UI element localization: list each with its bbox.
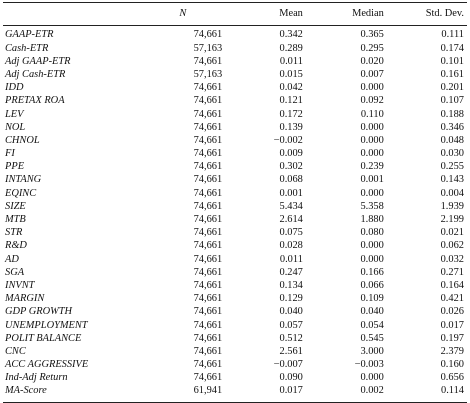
cell-mean: 0.139 xyxy=(279,121,303,133)
cell-variable: ACC AGGRESSIVE xyxy=(5,359,89,371)
table-row xyxy=(3,266,467,279)
cell-std-dev: 0.201 xyxy=(440,82,464,94)
cell-mean: 2.561 xyxy=(279,345,303,357)
cell-n: 74,661 xyxy=(193,345,223,357)
table-row xyxy=(3,332,467,345)
cell-median: 1.880 xyxy=(360,214,384,226)
table-row xyxy=(3,26,467,43)
table-row xyxy=(3,42,467,55)
cell-variable: MA-Score xyxy=(5,385,47,397)
cell-variable: PRETAX ROA xyxy=(5,95,65,107)
cell-n: 74,661 xyxy=(193,148,223,160)
table-row xyxy=(3,135,467,148)
descriptive-statistics-table xyxy=(3,2,467,403)
cell-std-dev: 2.379 xyxy=(440,345,464,357)
cell-mean: 5.434 xyxy=(279,200,303,212)
cell-variable: Adj GAAP-ETR xyxy=(5,55,71,67)
table-row xyxy=(3,359,467,372)
cell-median: 0.000 xyxy=(360,148,384,160)
cell-std-dev: 0.114 xyxy=(441,385,464,397)
cell-median: 0.110 xyxy=(360,108,384,120)
cell-mean: −0.007 xyxy=(273,359,303,371)
cell-n: 74,661 xyxy=(193,95,223,107)
cell-mean: 0.028 xyxy=(279,240,303,252)
cell-median: 0.000 xyxy=(360,240,384,252)
cell-median: 0.020 xyxy=(360,55,384,67)
cell-mean: 0.172 xyxy=(279,108,303,120)
cell-variable: GAAP-ETR xyxy=(5,29,54,41)
table-row xyxy=(3,280,467,293)
cell-n: 74,661 xyxy=(193,55,223,67)
cell-variable: UNEMPLOYMENT xyxy=(5,319,88,331)
cell-n: 74,661 xyxy=(193,372,223,384)
cell-std-dev: 0.143 xyxy=(440,174,464,186)
cell-variable: STR xyxy=(5,227,23,239)
cell-mean: 0.068 xyxy=(279,174,303,186)
cell-n: 74,661 xyxy=(193,332,223,344)
header-variable xyxy=(3,3,122,26)
table-row xyxy=(3,187,467,200)
table-row xyxy=(3,293,467,306)
cell-n: 74,661 xyxy=(193,161,223,173)
cell-variable: GDP GROWTH xyxy=(5,306,73,318)
header-n: N xyxy=(179,7,187,19)
cell-variable: LEV xyxy=(5,108,24,120)
table-header xyxy=(3,3,467,26)
cell-median: 0.000 xyxy=(360,187,384,199)
table-row xyxy=(3,174,467,187)
cell-variable: EQINC xyxy=(5,187,37,199)
cell-std-dev: 0.111 xyxy=(441,29,464,41)
cell-median: 0.000 xyxy=(360,134,384,146)
cell-mean: 0.001 xyxy=(279,187,303,199)
cell-variable: Adj Cash-ETR xyxy=(5,68,66,80)
cell-mean: 0.247 xyxy=(279,266,303,278)
cell-n: 74,661 xyxy=(193,108,223,120)
cell-n: 74,661 xyxy=(193,200,223,212)
header-median: Median xyxy=(352,7,384,19)
cell-std-dev: 0.017 xyxy=(440,319,464,331)
cell-variable: FI xyxy=(5,148,15,160)
cell-mean: 0.011 xyxy=(279,253,303,265)
table-row xyxy=(3,108,467,121)
cell-variable: SGA xyxy=(5,266,25,278)
cell-median: 0.365 xyxy=(360,29,384,41)
cell-mean: 2.614 xyxy=(279,214,303,226)
cell-std-dev: 0.656 xyxy=(440,372,464,384)
cell-mean: −0.002 xyxy=(273,134,303,146)
cell-median: 0.000 xyxy=(360,121,384,133)
cell-median: 0.002 xyxy=(360,385,384,397)
table-row xyxy=(3,306,467,319)
cell-n: 74,661 xyxy=(193,319,223,331)
cell-std-dev: 1.939 xyxy=(440,200,464,212)
table-row xyxy=(3,240,467,253)
cell-std-dev: 0.021 xyxy=(440,227,464,239)
cell-variable: POLIT BALANCE xyxy=(5,332,82,344)
table-row xyxy=(3,161,467,174)
cell-variable: Ind-Adj Return xyxy=(5,372,68,384)
table-row xyxy=(3,385,467,403)
cell-variable: SIZE xyxy=(5,200,26,212)
cell-median: 0.007 xyxy=(360,68,384,80)
table-row xyxy=(3,319,467,332)
cell-median: 0.166 xyxy=(360,266,384,278)
cell-median: 3.000 xyxy=(360,345,384,357)
cell-variable: PPE xyxy=(5,161,25,173)
cell-n: 74,661 xyxy=(193,293,223,305)
table-row xyxy=(3,121,467,134)
table-body xyxy=(3,26,467,403)
cell-n: 74,661 xyxy=(193,82,223,94)
cell-median: −0.003 xyxy=(354,359,384,371)
cell-median: 0.066 xyxy=(360,279,384,291)
cell-n: 74,661 xyxy=(193,134,223,146)
cell-variable: Cash-ETR xyxy=(5,42,49,54)
cell-median: 0.109 xyxy=(360,293,384,305)
cell-median: 0.545 xyxy=(360,332,384,344)
cell-n: 74,661 xyxy=(193,306,223,318)
cell-median: 0.054 xyxy=(360,319,384,331)
cell-variable: NOL xyxy=(5,121,26,133)
table-row xyxy=(3,55,467,68)
cell-n: 74,661 xyxy=(193,240,223,252)
cell-variable: R&D xyxy=(5,240,27,252)
cell-median: 0.080 xyxy=(360,227,384,239)
cell-mean: 0.015 xyxy=(279,68,303,80)
table-row xyxy=(3,69,467,82)
cell-mean: 0.040 xyxy=(279,306,303,318)
cell-n: 74,661 xyxy=(193,214,223,226)
cell-variable: IDD xyxy=(5,82,24,94)
cell-std-dev: 0.255 xyxy=(440,161,464,173)
cell-n: 61,941 xyxy=(193,385,223,397)
cell-std-dev: 0.026 xyxy=(440,306,464,318)
cell-median: 0.295 xyxy=(360,42,384,54)
cell-mean: 0.042 xyxy=(279,82,303,94)
cell-mean: 0.057 xyxy=(279,319,303,331)
table-row xyxy=(3,200,467,213)
cell-std-dev: 0.271 xyxy=(440,266,464,278)
cell-median: 0.000 xyxy=(360,82,384,94)
table-row xyxy=(3,148,467,161)
cell-std-dev: 0.030 xyxy=(440,148,464,160)
cell-mean: 0.289 xyxy=(279,42,303,54)
cell-mean: 0.011 xyxy=(279,55,303,67)
table-row xyxy=(3,82,467,95)
header-row xyxy=(3,3,467,26)
cell-std-dev: 0.101 xyxy=(440,55,464,67)
cell-mean: 0.090 xyxy=(279,372,303,384)
cell-variable: INVNT xyxy=(5,279,35,291)
cell-mean: 0.075 xyxy=(279,227,303,239)
table-row xyxy=(3,214,467,227)
cell-n: 74,661 xyxy=(193,29,223,41)
cell-variable: MARGIN xyxy=(5,293,45,305)
cell-n: 57,163 xyxy=(193,42,223,54)
cell-variable: CHNOL xyxy=(5,134,40,146)
cell-n: 74,661 xyxy=(193,187,223,199)
cell-mean: 0.302 xyxy=(279,161,303,173)
cell-n: 74,661 xyxy=(193,266,223,278)
cell-variable: MTB xyxy=(5,214,26,226)
cell-mean: 0.134 xyxy=(279,279,303,291)
cell-n: 74,661 xyxy=(193,227,223,239)
cell-mean: 0.009 xyxy=(279,148,303,160)
cell-std-dev: 0.188 xyxy=(440,108,464,120)
table-row xyxy=(3,346,467,359)
cell-n: 57,163 xyxy=(193,68,223,80)
cell-n: 74,661 xyxy=(193,121,223,133)
cell-mean: 0.512 xyxy=(279,332,303,344)
cell-mean: 0.017 xyxy=(279,385,303,397)
cell-std-dev: 0.004 xyxy=(440,187,464,199)
cell-std-dev: 0.421 xyxy=(440,293,464,305)
cell-median: 0.239 xyxy=(360,161,384,173)
cell-variable: CNC xyxy=(5,345,26,357)
cell-median: 0.000 xyxy=(360,253,384,265)
cell-n: 74,661 xyxy=(193,174,223,186)
cell-median: 0.001 xyxy=(360,174,384,186)
cell-std-dev: 0.032 xyxy=(440,253,464,265)
table-row xyxy=(3,253,467,266)
table-row xyxy=(3,227,467,240)
cell-std-dev: 0.164 xyxy=(440,279,464,291)
cell-std-dev: 0.346 xyxy=(440,121,464,133)
cell-n: 74,661 xyxy=(193,253,223,265)
cell-mean: 0.342 xyxy=(279,29,303,41)
cell-median: 0.000 xyxy=(360,372,384,384)
cell-n: 74,661 xyxy=(193,359,223,371)
cell-std-dev: 0.160 xyxy=(440,359,464,371)
table-row xyxy=(3,95,467,108)
cell-mean: 0.129 xyxy=(279,293,303,305)
cell-median: 5.358 xyxy=(360,200,384,212)
cell-std-dev: 0.197 xyxy=(440,332,464,344)
cell-std-dev: 0.107 xyxy=(440,95,464,107)
cell-std-dev: 0.174 xyxy=(440,42,464,54)
header-mean: Mean xyxy=(279,7,303,19)
cell-std-dev: 2.199 xyxy=(440,214,464,226)
cell-variable: INTANG xyxy=(5,174,42,186)
cell-n: 74,661 xyxy=(193,279,223,291)
cell-std-dev: 0.161 xyxy=(440,68,464,80)
cell-mean: 0.121 xyxy=(279,95,303,107)
cell-std-dev: 0.062 xyxy=(440,240,464,252)
table-row xyxy=(3,372,467,385)
cell-variable: AD xyxy=(5,253,19,265)
header-std-dev: Std. Dev. xyxy=(425,7,464,19)
cell-std-dev: 0.048 xyxy=(440,134,464,146)
cell-median: 0.092 xyxy=(360,95,384,107)
cell-median: 0.040 xyxy=(360,306,384,318)
